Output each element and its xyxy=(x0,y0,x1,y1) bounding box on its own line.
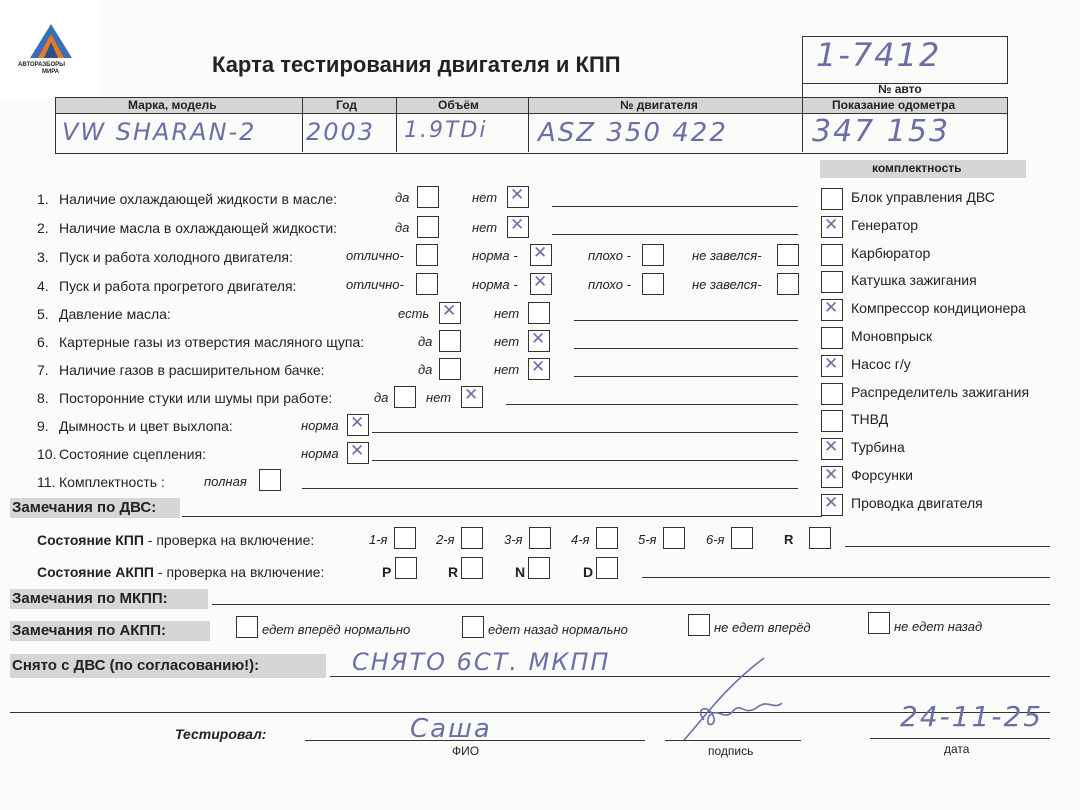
checkbox-row7-da[interactable] xyxy=(439,358,461,380)
checkbox-row3-ne-zavelsya[interactable] xyxy=(777,244,799,266)
komplekt-checkbox[interactable] xyxy=(821,410,843,432)
kpp-gear-checkbox[interactable] xyxy=(809,527,831,549)
akpp-gear-checkbox[interactable] xyxy=(528,557,550,579)
zam-mkpp-line xyxy=(212,604,1050,605)
zam-mkpp-label: Замечания по МКПП: xyxy=(12,590,168,607)
opt-ne-zavelsya: не завелся- xyxy=(692,277,762,292)
kpp-gear-checkbox[interactable] xyxy=(461,527,483,549)
komplekt-checkbox[interactable] xyxy=(821,438,843,460)
note-line xyxy=(372,460,798,461)
card-number: 1-7412 xyxy=(816,36,942,74)
checkbox-row1-da[interactable] xyxy=(417,186,439,208)
kpp-label-rest: - проверка на включение: xyxy=(143,532,315,548)
akpp-opt: не едет вперёд xyxy=(714,620,811,635)
komplekt-item-label: ТНВД xyxy=(851,411,889,427)
checkbox-akpp-back-ok[interactable] xyxy=(462,616,484,638)
row-number: 4. xyxy=(37,278,49,294)
note-line xyxy=(506,404,798,405)
opt-net: нет xyxy=(494,306,520,321)
komplekt-checkbox[interactable] xyxy=(821,327,843,349)
opt-otlichno: отлично- xyxy=(346,277,404,292)
komplekt-title: комплектность xyxy=(872,161,962,175)
kpp-gear-label: R xyxy=(784,532,794,547)
checkbox-row9-norma[interactable] xyxy=(347,414,369,436)
note-line xyxy=(574,320,798,321)
akpp-opt: едет вперёд нормально xyxy=(262,622,411,637)
row-number: 5. xyxy=(37,306,49,322)
fio-line xyxy=(305,740,645,741)
akpp-label xyxy=(37,564,324,580)
row-number: 7. xyxy=(37,362,49,378)
kpp-gear-checkbox[interactable] xyxy=(394,527,416,549)
zam-dvs-line xyxy=(182,516,822,517)
akpp-opt: едет назад нормально xyxy=(488,622,628,637)
checkbox-row1-net[interactable] xyxy=(507,186,529,208)
separator xyxy=(10,712,1050,713)
kpp-gear-label: 4-я xyxy=(571,532,590,547)
snyato-label: Снято с ДВС (по согласованию!): xyxy=(12,657,260,674)
fio-label: ФИО xyxy=(452,744,480,758)
komplekt-item-label: Карбюратор xyxy=(851,245,931,261)
opt-net: нет xyxy=(426,390,452,405)
signature-icon xyxy=(664,648,804,748)
note-line xyxy=(372,432,798,433)
checkbox-row7-net[interactable] xyxy=(528,358,550,380)
zam-dvs-label: Замечания по ДВС: xyxy=(12,499,157,516)
opt-ne-zavelsya: не завелся- xyxy=(692,248,762,263)
akpp-gear-label: R xyxy=(448,564,459,580)
akpp-opt: не едет назад xyxy=(894,619,983,634)
akpp-gear-checkbox[interactable] xyxy=(596,557,618,579)
note-line xyxy=(552,234,798,235)
kpp-gear-checkbox[interactable] xyxy=(663,527,685,549)
opt-norma: норма - xyxy=(472,277,518,292)
checkbox-row3-otlichno[interactable] xyxy=(416,244,438,266)
odometer-value: 347 153 xyxy=(812,114,951,149)
logo-mark-icon xyxy=(28,22,74,60)
row-label: Давление масла: xyxy=(59,306,171,322)
note-line xyxy=(574,376,798,377)
komplekt-item-label: Моновпрыск xyxy=(851,328,933,344)
checkbox-row2-net[interactable] xyxy=(507,216,529,238)
col-year: Год xyxy=(336,98,357,112)
col-divider xyxy=(802,82,803,152)
opt-net: нет xyxy=(494,362,520,377)
checkbox-row5-est[interactable] xyxy=(439,302,461,324)
komplekt-item-label: Насос г/у xyxy=(851,356,911,372)
volume-value: 1.9TDi xyxy=(404,118,488,143)
row-label: Наличие масла в охлаждающей жидкости: xyxy=(59,220,338,236)
komplekt-checkbox[interactable] xyxy=(821,216,843,238)
podpis-label: подпись xyxy=(708,744,754,758)
row-label: Картерные газы из отверстия масляного щупа: xyxy=(59,334,365,350)
row-number: 2. xyxy=(37,220,49,236)
komplekt-item-label: Форсунки xyxy=(851,467,913,483)
logo xyxy=(0,0,100,100)
kpp-gear-checkbox[interactable] xyxy=(596,527,618,549)
komplekt-checkbox[interactable] xyxy=(821,244,843,266)
akpp-gear-label: P xyxy=(382,564,392,580)
akpp-label-bold: Состояние АКПП xyxy=(37,564,154,580)
opt-da: да xyxy=(374,390,389,405)
komplekt-checkbox[interactable] xyxy=(821,383,843,405)
row-label: Посторонние стуки или шумы при работе: xyxy=(59,390,333,406)
checkbox-row4-otlichno[interactable] xyxy=(416,273,438,295)
opt-polnaya: полная xyxy=(204,474,247,489)
komplekt-checkbox[interactable] xyxy=(821,188,843,210)
row-number: 3. xyxy=(37,249,49,265)
opt-net: нет xyxy=(472,190,498,205)
opt-da: да xyxy=(395,190,410,205)
row-label: Пуск и работа холодного двигателя: xyxy=(59,249,293,265)
checkbox-akpp-no-forward[interactable] xyxy=(688,614,710,636)
akpp-gear-label: N xyxy=(515,564,526,580)
checkbox-row3-norma[interactable] xyxy=(530,244,552,266)
row-label: Пуск и работа прогретого двигателя: xyxy=(59,278,297,294)
col-odometer: Показание одометра xyxy=(832,98,956,112)
checkbox-akpp-no-back[interactable] xyxy=(868,612,890,634)
opt-est: есть xyxy=(398,306,430,321)
data-label: дата xyxy=(944,742,970,756)
model-value: VW SHARAN-2 xyxy=(62,118,257,146)
checkbox-row4-ne-zavelsya[interactable] xyxy=(777,273,799,295)
podpis-line xyxy=(665,740,801,741)
checkbox-row8-net[interactable] xyxy=(461,386,483,408)
zam-akpp-label: Замечания по АКПП: xyxy=(12,622,166,639)
komplekt-item-label: Генератор xyxy=(851,217,919,233)
opt-otlichno: отлично- xyxy=(346,248,404,263)
checkbox-row6-da[interactable] xyxy=(439,330,461,352)
kpp-gear-label: 3-я xyxy=(504,532,523,547)
tested-label: Тестировал: xyxy=(175,726,267,742)
komplekt-checkbox[interactable] xyxy=(821,494,843,516)
komplekt-item-label: Компрессор кондиционера xyxy=(851,300,1026,316)
checkbox-row8-da[interactable] xyxy=(394,386,416,408)
opt-da: да xyxy=(418,362,433,377)
opt-da: да xyxy=(418,334,433,349)
checkbox-row4-ploho[interactable] xyxy=(642,273,664,295)
col-divider xyxy=(396,97,397,152)
engine-no-value: ASZ 350 422 xyxy=(538,118,728,148)
row-label: Наличие газов в расширительном бачке: xyxy=(59,362,325,378)
komplekt-checkbox[interactable] xyxy=(821,466,843,488)
kpp-gear-label: 2-я xyxy=(436,532,455,547)
komplekt-item-label: Проводка двигателя xyxy=(851,495,983,511)
komplekt-checkbox[interactable] xyxy=(821,299,843,321)
snyato-value: СНЯТО 6СТ. МКПП xyxy=(352,648,611,676)
checkbox-row5-net[interactable] xyxy=(528,302,550,324)
note-line xyxy=(302,488,798,489)
opt-da: да xyxy=(395,220,410,235)
col-model: Марка, модель xyxy=(128,98,217,112)
akpp-gear-checkbox[interactable] xyxy=(461,557,483,579)
kpp-line xyxy=(845,546,1050,547)
no-avto-label: № авто xyxy=(878,82,922,96)
komplekt-item-label: Катушка зажигания xyxy=(851,272,977,288)
col-engine-no: № двигателя xyxy=(620,98,698,112)
checkbox-akpp-forward-ok[interactable] xyxy=(236,616,258,638)
opt-norma: норма - xyxy=(472,248,518,263)
komplekt-item-label: Блок управления ДВС xyxy=(851,189,995,205)
row-label: Состояние сцепления: xyxy=(59,446,206,462)
komplekt-item-label: Распределитель зажигания xyxy=(851,384,1030,400)
year-value: 2003 xyxy=(306,118,376,146)
kpp-gear-label: 5-я xyxy=(638,532,657,547)
data-line xyxy=(870,738,1050,739)
date-value: 24-11-25 xyxy=(900,700,1044,733)
checkbox-row2-da[interactable] xyxy=(417,216,439,238)
row-number: 6. xyxy=(37,334,49,350)
kpp-label xyxy=(37,532,314,548)
opt-net: нет xyxy=(472,220,498,235)
kpp-label-bold: Состояние КПП xyxy=(37,532,144,548)
checkbox-row6-net[interactable] xyxy=(528,330,550,352)
checkbox-row4-norma[interactable] xyxy=(530,273,552,295)
note-line xyxy=(574,348,798,349)
akpp-gear-label: D xyxy=(583,564,594,580)
opt-norma: норма xyxy=(301,446,339,461)
komplekt-checkbox[interactable] xyxy=(821,271,843,293)
tester-name: Саша xyxy=(410,714,492,744)
row-number: 8. xyxy=(37,390,49,406)
checkbox-row10-norma[interactable] xyxy=(347,442,369,464)
kpp-gear-label: 1-я xyxy=(369,532,388,547)
akpp-gear-checkbox[interactable] xyxy=(395,557,417,579)
col-volume: Объём xyxy=(438,98,479,112)
row-number: 10. xyxy=(37,446,57,462)
komplekt-item-label: Турбина xyxy=(851,439,905,455)
opt-net: нет xyxy=(494,334,520,349)
opt-ploho: плохо - xyxy=(588,248,631,263)
row-label: Наличие охлаждающей жидкости в масле: xyxy=(59,191,338,207)
opt-ploho: плохо - xyxy=(588,277,631,292)
logo-text: АВТОРАЗБОРЫ xyxy=(18,62,66,68)
row-number: 9. xyxy=(37,418,49,434)
kpp-gear-checkbox[interactable] xyxy=(529,527,551,549)
logo-subtext: МИРА xyxy=(42,69,60,75)
note-line xyxy=(552,206,798,207)
kpp-gear-label: 6-я xyxy=(706,532,725,547)
row-number: 1. xyxy=(37,191,49,207)
page-title: Карта тестирования двигателя и КПП xyxy=(212,52,621,77)
col-divider xyxy=(302,97,303,152)
checkbox-row3-ploho[interactable] xyxy=(642,244,664,266)
opt-norma: норма xyxy=(301,418,339,433)
akpp-line xyxy=(642,577,1050,578)
row-label: Дымность и цвет выхлопа: xyxy=(59,418,233,434)
kpp-gear-checkbox[interactable] xyxy=(731,527,753,549)
row-label: Комплектность : xyxy=(59,474,165,490)
akpp-label-rest: - проверка на включение: xyxy=(154,564,325,580)
checkbox-row11-polnaya[interactable] xyxy=(259,469,281,491)
row-number: 11. xyxy=(37,474,56,490)
col-divider xyxy=(528,97,529,152)
komplekt-checkbox[interactable] xyxy=(821,355,843,377)
